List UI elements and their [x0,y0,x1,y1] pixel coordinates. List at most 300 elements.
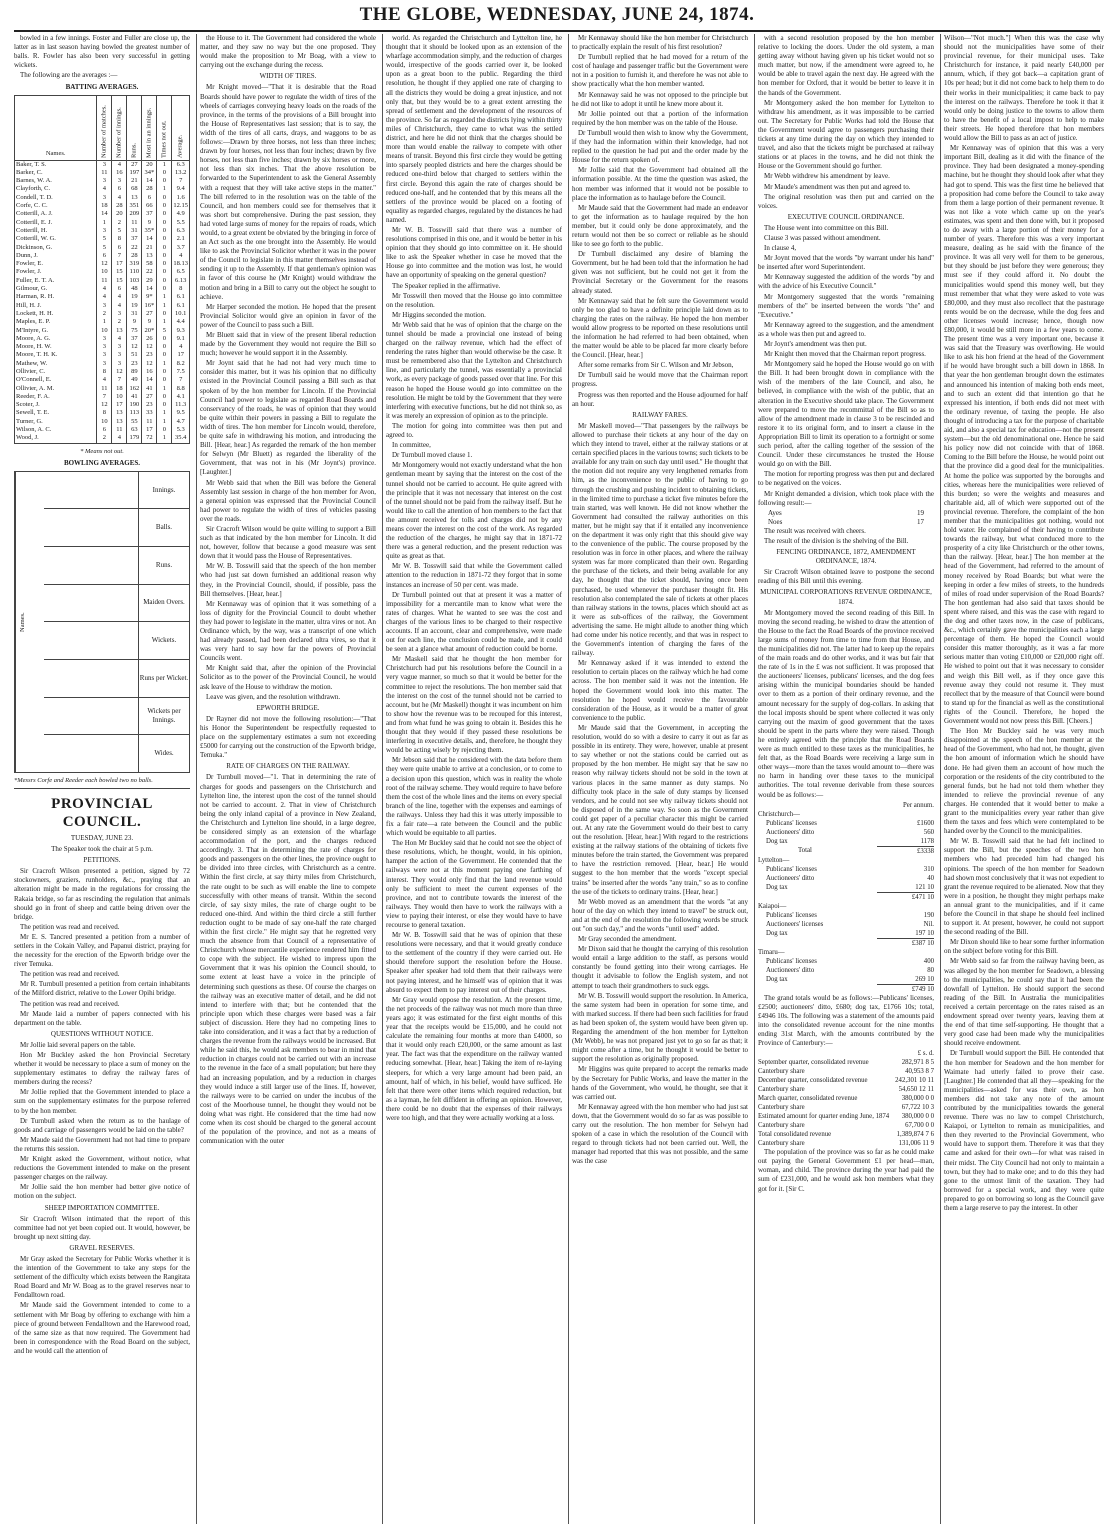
paragraph: Sir Cracroft Wilson intimated that the report of this committee had not yet been copied out. It would, however, be brought up next sitting day. [14,1214,190,1241]
column-rule [940,34,941,1524]
table-cell: Fuller, E. T. A. [15,277,97,285]
table-cell: 0 [157,260,172,268]
table-row [15,268,190,276]
table-cell: 19 [127,302,142,310]
paragraph: Dr Turnbull replied that he had moved for a return of the cost of haulage and passenger traffic but the Government were not in a position to furnish it, and therefore he was not able to show practically what the hon member wanted. [572,53,748,89]
table-cell: 1 [157,185,172,193]
column-rule [568,34,569,1524]
table-row [758,1076,934,1085]
table-cell: 13 [112,409,127,417]
table-cell: 6 [142,194,157,202]
paragraph: In committee, [392,441,431,450]
table-cell: 4.4 [172,318,190,326]
bowling-row-label: Maiden Overs. [138,585,189,622]
paragraph: The petition was read and received. [20,999,120,1008]
bowling-row [44,698,189,736]
division-count: 19 [917,508,924,517]
table-cell: 10 [97,327,112,335]
table-row [15,368,190,376]
paragraph: Mr Jollie said the hon member had better give notice of motion on the subject. [14,1183,190,1201]
table-cell: 9.4 [172,185,190,193]
table-cell: 190 [923,911,934,919]
table-cell: 0 [157,368,172,376]
table-cell: Total [798,847,812,855]
bowling-averages-title: BOWLING AVERAGES. [63,458,141,467]
paragraph: Sir Cracroft Wilson presented a petition, signed by 72 stockowners, graziers, runholders, &c., praying that an alteration might be made in the regulations for crossing the Rakaia bridge, so far as rescinding the regulation that animals should go in front of sheep and cattle being driven over the bridge. [14,867,190,921]
table-cell: 3 [97,177,112,185]
paragraph: Dr Rayner did not move the following resolution:—"That his Honor the Superintendent be respectfully requested to place on the supplementary estimates a sum not exceeding £5000 for carrying out the construction of the Epworth bridge, Temuka." [200,714,376,760]
table-cell: 319 [127,260,142,268]
table-cell: Hill, H. J. [15,302,97,310]
paragraph: Mr Kennaway said that he felt sure the Government would only be too glad to have a definite principle laid down as to charging the rates on the railway. He hoped the hon member would allow progress to be reported on these resolutions until the information he had referred to had been obtained, when the matter would be able to be placed far more clearly before the Council. [Hear, hear.] [572,296,748,360]
bowling-averages-table [14,471,190,773]
table-cell: 5 [97,235,112,243]
table-cell: 3 [97,160,112,169]
table-cell: 19 [127,293,142,301]
paragraph: Progress was then reported and the House adjourned for half an hour. [572,390,748,408]
section-subheading: FENCING ORDINANCE, 1872, AMENDMENT ORDINANCE, 1874. [776,548,916,566]
table-cell: 6 [97,426,112,434]
column-rule [754,34,755,1524]
table-row [15,343,190,351]
table-cell: 14 [142,376,157,384]
table-cell: 1 [157,160,172,169]
table-cell: Cotterill, W. G. [15,235,97,243]
paragraph: The Hon Mr Buckley said that he could not see the object of these resolutions, which, he thought, would, in his opinion, hamper the action of the Government. He contended that the railways were not at this moment paying one farthing of interest. They would only find that the land revenue would only be sufficient to meet the current expenses of the province, and not to contribute towards the interest of the railways. They would then have to work the railways with a view to paying their interest, or else they would have to have recourse to general taxation. [386,839,562,929]
table-row [15,426,190,434]
revenue-unit: Per annum. [903,801,934,809]
paragraph: Dr Turnbull pointed out that at present it was a matter of impossibility for a mercantile man to know what were the rates of charges. What he wanted to see was the cost and charges of the various lines to be charged to their respective accounts. If an account, clear and comprehensive, were made out for each line, the conclusion could be made, and it could be seen at a glance what amount of reduction could be borne. [386,590,562,654]
table-row [758,828,934,837]
table-row [15,434,190,442]
bowling-row-label: Balls. [138,509,189,546]
table-cell: 9 [142,318,157,326]
table-cell: 3 [112,310,127,318]
table-cell: 3 [112,360,127,368]
table-cell: 209 [127,210,142,218]
table-cell: 17 [172,351,190,359]
table-cell: Mathew, W. [15,360,97,368]
table-cell: Cotterill, A. J. [15,210,97,218]
table-row [15,277,190,285]
table-cell: Corfe, C. C. [15,202,97,210]
batting-note: * Means not out. [80,447,124,455]
paragraph: After some remarks from Sir C. Wilson and Mr Jebson, [578,361,734,370]
paragraph: Mr Kennaway suggested the addition of the words "by and with the advice of his Executive Council." [758,273,934,291]
table-cell: 0 [157,252,172,260]
paragraph: The Speaker replied in the affirmative. [392,281,501,290]
council-opening: The Speaker took the chair at 5 p.m. [51,845,153,854]
table-cell: 67,700 0 0 [905,1122,934,1130]
section-subheading: RATE OF CHARGES ON THE RAILWAY. [226,762,350,771]
paragraph: Mr Maude said that the Government had made an endeavor to get the information as to haulage required by the hon member, but it could only be done approximately, and the return would not then be so correct or reliable as he should like to see go forth to the public. [572,203,748,249]
table-cell: 0 [157,194,172,202]
table-cell: 9.1 [172,335,190,343]
table-cell: 41 [142,385,157,393]
table-cell: 9 [127,318,142,326]
table-row [758,810,934,819]
table-cell: 6.13 [172,277,190,285]
table-cell: 10 [112,393,127,401]
table-cell: 1178 [920,837,934,845]
table-cell [758,1049,894,1058]
paragraph: Mr Bluett said that in view of the present liberal reduction made by the Government they would not require the Bill so much; however he would support it in the Assembly. [200,331,376,358]
paragraph: with a second resolution proposed by the hon member relative to locking the doors. Under the old system, a man getting away without having given up his ticket would not so much matter, but now, if the amendment were agreed to, he would be able to travel again the next day. He agreed with the hon member for Oxford, that it would be better to leave it in the hands of the Government. [758,34,934,97]
table-cell: 89 [127,368,142,376]
table-cell: 11 [142,418,157,426]
paragraph: Mr Webb withdrew his amendment by leave. [764,172,890,181]
paragraph: Mr Webb said that he was of opinion that the charge on the tunnel should be made a provincial one instead of being charged on the railway revenue, which had the effect of rendering the rates higher than would otherwise be the case. It must be remembered also that the Lyttelton and Christchurch line, and particularly the tunnel, was essentially a provincial work, as every package of goods passed over that line. For this reason he hoped the House would go into committee on the resolution. He might be told by the Government that they were interfering with executive functions, but he did not think so, as it was merely an expression of opinion as to the principle. [386,320,562,420]
column-1 [14,34,190,1524]
paragraph: The population of the province was so far as he could make out paying the General Government £1 per head—man, woman, and child. The province during the year had paid the sum of £231,000, and he would ask hon members what they got for it. [Sir C. [758,1148,934,1193]
table-cell: 269 10 [915,975,934,983]
table-row [758,837,934,847]
table-cell: 12 [112,368,127,376]
table-cell: 37 [142,210,157,218]
paragraph: Dr Turnbull asked when the return as to the haulage of goods and carriage of passengers would be laid on the table? [14,1116,190,1134]
table-cell: 17 [142,426,157,434]
table-cell: Fowler, E. [15,260,97,268]
table-cell: 72 [142,434,157,442]
table-cell: 0 [157,393,172,401]
table-cell: Canterbury share [758,1104,805,1112]
table-cell: 2 [112,318,127,326]
table-row [758,938,934,948]
table-cell: 14 [97,210,112,218]
table-cell: 8 [97,409,112,417]
table-cell: 14 [142,235,157,243]
paragraph: Mr W. B. Tosswill would support the resolution. In America, the same system had been in operation for some time, and with marked success. If there had been such facilities for fraud as had been spoken of, the system would have been given up. Regarding the amendment of the hon member for Lyttelton (Mr Webb), he was not prepared just yet to go so far as that; it might come after a time, but he thought it would be better to support the resolution as originally proposed. [572,991,748,1064]
petitions-heading: PETITIONS. [83,856,121,865]
table-cell: 40,953 8 7 [905,1068,934,1076]
table-row [758,819,934,828]
table-cell: 23 [142,401,157,409]
table-cell: Canterbury share [758,1068,805,1076]
table-cell: 49 [127,376,142,384]
table-cell: 6.3 [172,160,190,169]
table-cell: 54,650 12 11 [898,1086,934,1094]
table-cell: 13 [127,194,142,202]
table-cell [758,892,877,902]
table-cell: Sewell, T. E. [15,409,97,417]
table-cell: 18 [97,202,112,210]
table-cell: 1 [157,418,172,426]
paragraph: Mr Gray would oppose the resolution. At the present time, the net proceeds of the railway was not much more than three years ago; it was estimated for the first eight months of this year that the receipts would be £15,000, and he could not calculate the remaining four months at more than £4000, so that it would only reach £20,000, or the same amount as last year. The fact was that the expenditure on the railway wanted reducing somewhat. [Hear, hear.] Taking the item of re-laying sleepers, for which a very large amount had been paid, an amount, half of which, in his belief, would have sufficed. He felt that there were other items which required reduction, but as a layman, he felt diffident in offering an opinion. However, there could be no doubt that the expenses of their railways were too high, and that they were actually working at a loss. [386,995,562,1122]
bowling-row-label: Wickets. [138,622,189,659]
paragraph: Mr Knight moved—"That it is desirable that the Road Boards should have power to regulate the width of tires of the wheels of carriages conveying heavy loads on the roads of the province, in the terms of the provisions of a Bill brought into the House of Representatives last session; that is to say, the width of the tires of all carts, drays, and waggons to be as follows:—Drawn by three horses, not less than three inches; drawn by four horses, not less than four inches; drawn by five horses, not less than five inches; drawn by six horses or more, not less than six inches. That the above resolution be forwarded to the Superintendent to ask the General Assembly with a request that they will take active steps in the matter." The bill referred to in the resolution was on the table of the Council, and hon members could see for themselves that it was short but comprehensive. During the past session, they had voted large sums of money for the repairs of roads, which would, to a great extent be obviated by the bringing in force of an Act such as the one brought into the Assembly. He would like to ask the Provincial Solicitor whether it was in the power of the Council to legislate in this matter themselves instead of sending it up to the Assembly. If that gentleman's opinion was in favor of this course he (Mr Knight) would withdraw the motion and bring in a Bill to carry out the object he sought to achieve. [200,83,376,301]
table-cell: 58 [142,260,157,268]
paragraph: Hon Mr Buckley asked the hon Provincial Secretary whether it would be necessary to place a sum of money on the supplementary estimates to defray the railway fares of members during the recess? [14,1051,190,1087]
table-cell: Clayforth, C. [15,185,97,193]
table-cell: 13 [112,327,127,335]
table-cell: M'Intyre, G. [15,327,97,335]
paragraph: Mr W. B. Tosswill said that while the Government called attention to the reduction in 1871-72 they forgot that in some instances an increase of 50 per cent. was made. [386,562,562,589]
table-cell: 6 [112,285,127,293]
table-cell: Barnes, W. A. [15,177,97,185]
table-cell: 3 [97,302,112,310]
table-row [15,318,190,326]
bowling-row [44,622,189,660]
table-cell: 31 [127,310,142,318]
table-cell: 0 [157,244,172,252]
table-row [758,1058,934,1067]
table-cell: 4.7 [172,418,190,426]
table-row [15,185,190,193]
table-cell: 7 [172,177,190,185]
revenue-town-label: Kaiapoi— [758,902,787,910]
table-row [15,285,190,293]
table-row [15,310,190,318]
table-row [15,177,190,185]
paragraph: Mr Joynt moved that the words "by warrant under his hand" be inserted after word Superintendent. [758,254,934,272]
table-cell: Maples, E. P. [15,318,97,326]
table-cell: 4 [172,343,190,351]
table-cell: 3 [97,194,112,202]
paragraph: Sir Cracroft Wilson would be quite willing to support a Bill such as that indicated by the hon member for Lincoln. It did not, however, follow that because a good measure was sent down that it would pass the House of Representatives. [200,524,376,561]
table-cell: 380,000 0 0 [901,1113,934,1121]
table-cell: 18 [112,385,127,393]
table-row [15,194,190,202]
column-4 [572,34,748,1524]
paragraph: Mr Dixon said that he thought the carrying of this resolution would entail a large addition to the staff, as persons would constantly be found getting into their wrong carriages. He thought it advisable to follow the English system, and not attempt to teach their grandmothers to suck eggs. [572,945,748,990]
table-cell: 1 [157,293,172,301]
paragraph: Dr Turnbull disclaimed any desire of blaming the Government, but he had been told that the information he had given was not sufficient, but he could not get it from the Provincial Secretary or the Government for the reasons already stated. [572,250,748,295]
section-subheading: EPWORTH BRIDGE. [256,703,320,712]
bowling-row-label: Wides. [138,735,189,772]
paragraph: Mr Montgomery would not exactly understand what the hon gentleman meant by saying that the interest on the cost of the tunnel should not be carried to account. He quite agreed with the principle that it was not necessary that interest on the cost of the tunnel should not be paid from the railway itself. But he would like to call the attention of hon members to the fact that the amount received for tolls and charges did not by any means cover the interest on the cost of the work. As regarded the reduction of the charges, he might say that in 1871-72 there was a general reduction, and the present reduction was quite as great as that. [386,461,562,561]
table-cell: 4 [97,285,112,293]
table-cell: 41 [127,393,142,401]
table-cell: 8 [172,285,190,293]
paragraph: Mr Kennaway said he was not opposed to the principle but he did not like to adopt it until he knew more about it. [572,90,748,108]
paragraph: Dr Turnbull moved clause 1. [392,451,473,460]
table-cell: Dog tax [766,883,788,891]
paragraph: The result of the division is the shelving of the Bill. [764,536,909,545]
table-cell: 0 [157,227,172,235]
table-cell: 0 [157,277,172,285]
column-rule [382,34,383,1524]
table-cell: 1,389,874 7 6 [896,1131,934,1139]
table-cell: 9.5 [172,409,190,417]
paragraph: Mr Gray asked the Secretary for Public Works whether it is the intention of the Government to take any steps for the settlement of the difficulty which exists between the Rangitata Road Board and Mr W. Boag as to the gravel reserves near to Fendalltown road. [14,1254,190,1300]
paragraph: Mr Higgins was quite prepared to accept the remarks made by the Secretary for Public Works, and leave the matter in the hands of the Government, who would, he thought, see that it was carried out. [572,1065,748,1101]
column-5 [758,34,934,1524]
table-cell: 6.3 [172,227,190,235]
table-cell: 27 [142,310,157,318]
table-cell: 351 [127,202,142,210]
table-cell: 110 [127,268,142,276]
table-cell: 0 [157,235,172,243]
table-cell: 6 [97,252,112,260]
table-cell: 80 [927,966,934,974]
table-cell: 179 [127,434,142,442]
bowling-row-label: Innings. [138,472,189,509]
table-cell: Estimated amount for quarter ending June, 1874 [758,1113,890,1121]
paragraph: Mr Jebson said that he considered with the data before them they were quite unable to arrive at a conclusion, or to come to a decision upon this question, which was in reality the whole root of the railway scheme. They would require to have before them the cost of the whole lines and the items on every special branch of the line, together with the expenses and earnings of the railways. Unless they had this it was utterly impossible to fix a fair rate—a rate between the Council and the public which would be equitable to all parties. [386,756,562,838]
table-row [15,401,190,409]
table-cell: £1600 [917,819,934,827]
table-cell: 48 [127,285,142,293]
table-row [15,360,190,368]
table-cell: 28 [127,252,142,260]
paragraph: Mr Dixon should like to hear some further information on the subject before voting for this Bill. [944,938,1104,956]
revenue-town-label: Lyttelton— [758,856,790,864]
table-cell: 12 [97,260,112,268]
table-cell: Auctioneers' ditto [766,966,815,974]
table-row [758,975,934,985]
table-cell: 6 [112,185,127,193]
table-row [758,856,934,865]
column-3 [386,34,562,1524]
table-row [15,385,190,393]
table-cell: Nil. [923,920,934,928]
table-cell: 10.1 [172,310,190,318]
table-row [758,883,934,893]
table-cell: 6.1 [172,302,190,310]
paragraph: Mr Gray seconded the amendment. [578,935,677,944]
table-cell: 14 [142,285,157,293]
table-cell: £471 10 [877,892,934,902]
table-cell: 4 [112,335,127,343]
table-cell: 12 [97,401,112,409]
paragraph: Clause 3 was passed without amendment. [764,233,881,242]
table-cell: 131,006 11 9 [898,1140,934,1148]
table-cell: Harman, R. H. [15,293,97,301]
table-cell: Publicans' licenses [766,865,817,873]
table-cell: 1 [157,302,172,310]
table-cell: 8 [97,368,112,376]
table-cell: Gilmour, G. [15,285,97,293]
table-cell: 28 [142,185,157,193]
table-cell: 7 [112,376,127,384]
section-subheading: SHEEP IMPORTATION COMMITTEE. [44,1203,160,1212]
table-cell: 0 [157,310,172,318]
table-cell: December quarter, consolidated revenue [758,1077,868,1085]
table-cell: 197 10 [915,929,934,937]
table-cell: 4 [97,293,112,301]
table-cell: Dunn, J. [15,252,97,260]
table-cell: 282,971 8 5 [901,1059,934,1067]
table-row [758,948,934,957]
table-row [15,293,190,301]
paragraph: Mr Kennaway was of opinion that it was something of a loss of dignity for the Provincial Council to doubt whether they had power to legislate in the matter, ultra vires or not. An Ordinance which, by the way, was a transcript of one which had already passed, had been declared ultra vires, so that it was very hard to say how far the powers of Provincial Councils went. [200,599,376,663]
paragraph: Mr Montgomery said he hoped the House would go on with the Bill. It had been brought down in compliance with the wish of the members of the late Council, and also, he believed, in compliance with the wish of the public, that an alteration in the Executive should take place. The Government were prepared to move the recommittal of the Bill so as to allow of the amendment made in clause 3 to be rescinded and restore it to its original form, and to insert a clause in the Appropriation Bill to limit its operation to a fortnight or some such period, after the calling together of the session of the Council. Under these circumstances he trusted the House would go on with the Bill. [758,360,934,469]
table-cell: 15 [112,277,127,285]
table-cell: Dickinson, G. [15,244,97,252]
division-noes [758,518,934,527]
column-6 [944,34,1104,1524]
table-row [758,929,934,939]
batting-column-header: Most in an innings. [142,95,157,160]
table-cell: 2 [112,219,127,227]
table-cell: 0 [157,401,172,409]
revenue-town-label: Christchurch— [758,810,800,818]
paragraph: Mr Jollie pointed out that a portion of the information required by the hon member was on the table of the House. [572,109,748,127]
table-row [15,252,190,260]
paragraph: Mr Knight said that, after the opinion of the Provincial Solicitor as to the power of the Provincial Council, he would ask leave of the House to withdraw the motion. [200,664,376,691]
table-cell: 3 [97,351,112,359]
paragraph: The grand totals would be as follows:—Publicans' licenses, £2500; auctioneers' ditto, £680; dog tax, £1766 10s; total, £4946 10s. The following was a statement of the amounts paid into the consolidated revenue account for the nine months ending 31st March, with the amounts contributed by the Province of Canterbury:— [758,993,934,1048]
table-cell: 13 [142,252,157,260]
table-cell: 22 [142,268,157,276]
table-cell: Baker, T. S. [15,160,97,169]
table-cell: Moore, A. G. [15,335,97,343]
bowling-row [44,472,189,510]
table-row [758,902,934,911]
bowling-names-label: Names. [15,472,44,772]
council-date: TUESDAY, JUNE 23. [70,833,134,842]
table-row [758,846,934,856]
table-cell: 8.2 [172,360,190,368]
table-row [758,1139,934,1148]
paragraph: The Hon Mr Buckley said he was very much disappointed at the speech of the hon member at the head of the Government, who had not, he thought, given the hon amount of information which he should have done. He had given them an account of how much the corporation or the residents of the city contributed to the general funds, but he had not told them whether they intended to relieve the provincial revenue of any charges. He contended that it would better to make a grant to the municipalities every year rather than give them the taxes and fees which were contemplated to be handed over by the Council to the municipalities. [944,727,1104,836]
table-cell: 67,722 10 3 [901,1104,934,1112]
batting-averages-title: BATTING AVERAGES. [65,83,139,92]
table-cell: 5.5 [172,219,190,227]
table-cell [758,801,877,810]
cricket-lead: The following are the averages :— [20,71,118,80]
paragraph: Mr Harper seconded the motion. He hoped that the present Provincial Solicitor would give an opinion in favor of the power of the Council to pass such a Bill. [200,302,376,329]
paragraph: Mr E. S. Tancred presented a petition from a number of settlers in the Cokain Valley, and Papanui district, praying for the necessity for the erection of the Epworth bridge over the river Temuka. [14,932,190,969]
table-cell: 66 [142,202,157,210]
table-cell: 1.6 [172,194,190,202]
table-cell: 34* [142,169,157,177]
table-cell: Condell, T. D. [15,194,97,202]
table-cell: 35.4 [172,434,190,442]
table-cell: 1 [97,219,112,227]
table-cell: Moore, H. W. [15,343,97,351]
table-row [15,227,190,235]
table-cell: 31 [127,227,142,235]
table-cell: 12 [142,360,157,368]
paragraph: Mr Maude laid a number of papers connected with his department on the table. [14,1009,190,1027]
paragraph: Mr Higgins seconded the motion. [392,310,486,319]
table-cell: 0 [157,351,172,359]
table-cell: Dog tax [766,929,788,937]
table-cell: 5.3 [172,426,190,434]
table-cell: 0 [157,219,172,227]
paragraph: The petition was read and received. [20,922,120,931]
bowling-row [44,585,189,623]
paragraph: Mr Kennaway agreed with the hon member who had just sat down, that the Government would do so far as was possible to carry out the resolution. The hon member for Selwyn had spoken of a case in which the resolution of the Council with regard to through tickets had not been carried out. Well, the manager had reported that this was not possible, and the same was the case [572,1102,748,1166]
table-cell: 4 [112,293,127,301]
paragraph: The petition was read and received. [20,970,120,979]
masthead: THE GLOBE, WEDNESDAY, JUNE 24, 1874. [359,4,755,25]
paragraph: world. As regarded the Christchurch and Lyttelton line, he thought that it should be looked upon as an extension of the wharfage accommodation simply, and the reduction of charges would, irrespective of the goods carried over it, be looked upon as a great boon to the public. Regarding the third resolution, he thought if they applied one rate of charging to all the districts they would be doing a great injustice, and not only that, but they would be to a great extent arresting the spread of settlement and the development of the resources of the province. So far as regarded the districts lying within thirty miles of Christchurch, they came to what was the settled district, and here he did not think that the charges should be more than would enable the railway to compete with other means of transit. Beyond this first circle they would be getting into sparsely peopled districts and here the charges should be reduced one-third below that charged to settlers within the first circle. Beyond this again the rate of charges should be reduced one-half, and he contended that by this means all the settlers of the province would be placed on a footing of equality as regarded charges, regulated by the distances he had named. [386,34,562,224]
table-cell: March quarter, consolidated revenue [758,1095,858,1103]
table-cell: 20* [142,327,157,335]
table-cell: Publicans' licenses [766,911,817,919]
table-cell: Ollivier, A. M. [15,385,97,393]
table-cell: 3 [97,335,112,343]
table-cell: 380,000 0 0 [901,1095,934,1103]
section-subheading: WIDTH OF TIRES. [259,72,317,81]
table-cell: 1 [157,409,172,417]
paragraph: Mr Maskell moved—"That passengers by the railways be allowed to purchase their tickets at any hour of the day on which they intend to travel, either at the railway stations or at certain specified places in the various towns; such tickets to be available for any train on such day until used." He thought that the motion did not require any very lengthened remarks from him, as the inconvenience to the public of having to go through the crushing and pushing incident to obtaining tickets, in the limited time to purchase a ticket five minutes before the train started, was well known. He did not know whether the Government had consulted the railway authorities on this matter, but he might say that if it entailed any inconvenience on the department it was only right that this should give way to the convenience of the public. The course proposed by the resolution was in force in other places, and where the railway system was far more complicated than their own. Regarding the purchase of the tickets, and their being available for any day, he thought that the ticket should, having once been purchased, be used whenever the purchaser thought fit. His resolution also contemplated the sale of tickets at other places than railway stations in the towns, places which should act as it were as sub-offices of the railway, the Government advertising the same. He might allude to another thing which had come under his notice recently, and that was in respect to the Government's intention of charging the fares of the railway. [572,421,748,658]
paragraph: Mr Jollie said that the Government had obtained all the information possible. At the time the question was asked, the hon member was informed that it would not be possible to place the information as to haulage before the Council. [572,166,748,202]
table-cell: 0 [157,202,172,210]
table-cell: 22 [127,244,142,252]
table-cell: 4 [112,194,127,202]
table-row [15,409,190,417]
batting-column-header: Names. [15,95,97,160]
batting-column-header: Number of matches. [97,95,112,160]
table-cell: 1 [157,385,172,393]
bowling-row [44,660,189,698]
table-cell: 4.1 [172,393,190,401]
table-row [758,920,934,929]
paragraph: Mr Webb said so far from the railway having been, as was alleged by the hon member for Seadown, a blessing to the municipalities, he could say that it had been the downfall of Lyttelton. He should support the second reading of the Bill. In Australia the municipalities received a certain percentage on the rates raised as an endowment spread over twenty years, leaving them at the end of that time self-supporting. He thought that a very good case had been made why the municipalities should receive endowment. [944,957,1104,1048]
